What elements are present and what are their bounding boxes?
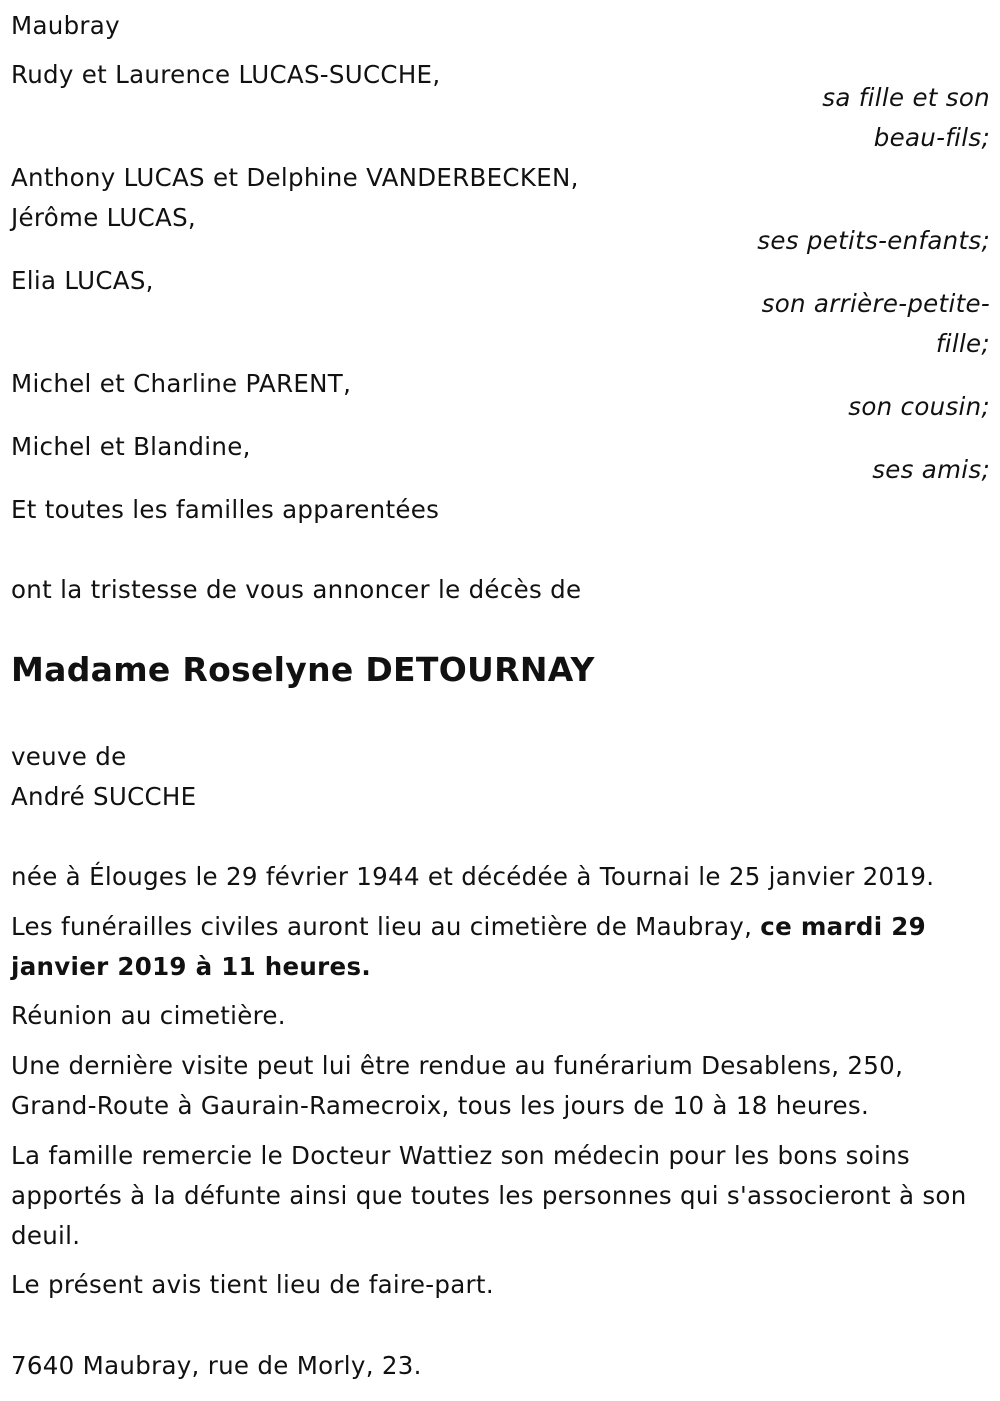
visit-paragraph: Une dernière visite peut lui être rendue au funérarium Desablens, 250, Grand-Route à Gaurain-Ramecroix, tous les jours de 10 à 18 heures.: [11, 1051, 904, 1120]
relation-5: ses amis;: [872, 455, 990, 484]
address-line: 7640 Maubray, rue de Morly, 23.: [11, 1351, 422, 1380]
spouse-name: André SUCCHE: [11, 782, 197, 811]
announcement-intro: ont la tristesse de vous annoncer le décès de: [11, 575, 582, 604]
family-line-3: Jérôme LUCAS,: [11, 203, 197, 232]
family-line-1: Rudy et Laurence LUCAS-SUCCHE,: [11, 60, 441, 89]
birth-death-line: née à Élouges le 29 février 1944 et décédée à Tournai le 25 janvier 2019.: [11, 862, 935, 891]
funeral-text: Les funérailles civiles auront lieu au cimetière de Maubray,: [11, 912, 761, 941]
relation-3b: fille;: [935, 329, 990, 358]
meeting-line: Réunion au cimetière.: [11, 1001, 286, 1030]
family-line-2: Anthony LUCAS et Delphine VANDERBECKEN,: [11, 163, 579, 192]
family-line-6: Michel et Blandine,: [11, 432, 251, 461]
funeral-date: ce mardi 29 janvier 2019 à 11 heures.: [11, 912, 926, 981]
relation-3a: son arrière-petite-: [761, 289, 990, 318]
relation-2: ses petits-enfants;: [757, 226, 990, 255]
family-line-7: Et toutes les familles apparentées: [11, 495, 440, 524]
thanks-paragraph: La famille remercie le Docteur Wattiez son médecin pour les bons soins apportés à la défunte ainsi que toutes les personnes qui s'associeront à son deuil.: [11, 1141, 967, 1250]
relation-1a: sa fille et son: [822, 83, 990, 112]
notice-line: Le présent avis tient lieu de faire-part.: [11, 1270, 494, 1299]
relation-1b: beau-fils;: [873, 123, 990, 152]
header-location: Maubray: [11, 11, 120, 40]
relation-4: son cousin;: [848, 392, 990, 421]
deceased-name: Madame Roselyne DETOURNAY: [11, 650, 595, 689]
family-line-5: Michel et Charline PARENT,: [11, 369, 352, 398]
widow-label: veuve de: [11, 742, 127, 771]
family-line-4: Elia LUCAS,: [11, 266, 154, 295]
funeral-paragraph: [11, 907, 986, 987]
